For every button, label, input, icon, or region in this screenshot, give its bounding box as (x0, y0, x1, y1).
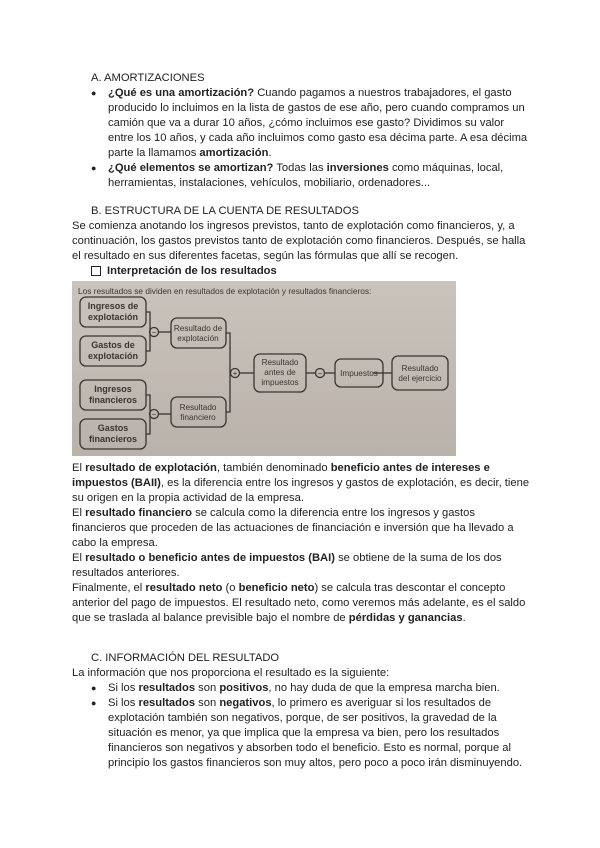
section-b-para-3-line-2: financieros que proceden de las actuaciones de financiación e inversión que ha llevado a (72, 522, 514, 534)
section-a-heading: A. AMORTIZACIONES (91, 72, 205, 84)
bullet: ● (91, 163, 97, 173)
label-bai-3: impuestos (261, 378, 299, 387)
section-a-bullet-1-line-5: parte la llamamos amortización. (108, 147, 272, 159)
section-a-bullet-1-line-2: producido lo incluimos en la lista de gastos de ese año, pero cuando compramos un (108, 102, 525, 114)
label-resultado-ejercicio-1: Resultado (401, 364, 439, 373)
label-resultado-ejercicio-2: del ejercicio (398, 374, 442, 383)
plus-sign: + (232, 369, 238, 378)
label-bai-1: Resultado (261, 358, 299, 367)
minus-sign: − (151, 328, 157, 337)
section-c-bullet-2-line-3: situación es menor, ya que implica que la empresa va bien, pero los resultados (108, 727, 500, 739)
section-c-bullet-1: Si los resultados son positivos, no hay duda de que la empresa marcha bien. (108, 682, 500, 694)
section-a-bullet-1-line-4: entre los 10 años, y cada año incluimos como gasto esa décima parte. A esa décima (108, 132, 528, 144)
label-gastos-financieros-1: Gastos (97, 423, 129, 433)
section-b-para-2-line-3: su origen en la propia actividad de la empresa. (72, 492, 304, 504)
bullet: ● (91, 698, 97, 708)
section-c-bullet-2-line-4: financieros son negativos y absorben todo el beneficio. Esto es normal, porque al (108, 742, 511, 754)
section-c-intro: La información que nos proporciona el resultado es la siguiente: (72, 667, 390, 679)
section-c-bullet-2-line-5: principio los gastos financieros son muy altos, pero poco a poco irán disminuyendo. (108, 757, 523, 769)
section-b-para-4-line-1: El resultado o beneficio antes de impuestos (BAI) se obtiene de la suma de los dos (72, 552, 502, 564)
bullet: ● (91, 683, 97, 693)
box-resultado-financiero (171, 397, 226, 427)
diagram-caption: Los resultados se dividen en resultados de explotación y resultados financieros: (78, 286, 372, 296)
section-c-heading: C. INFORMACIÓN DEL RESULTADO (91, 652, 280, 664)
label-ingresos-explotacion-2: explotación (87, 312, 139, 322)
label-resultado-financiero-1: Resultado (179, 403, 217, 412)
section-a-bullet-2-line-2: herramientas, instalaciones, vehículos, mobiliario, ordenadores... (108, 177, 431, 189)
section-b-para-1-line-1: Se comienza anotando los ingresos previstos, tanto de explotación como financieros, y, a (72, 220, 515, 232)
section-a-bullet-1-line-3: camión que va a durar 10 años, ¿cómo incluimos ese gasto? Dividimos su valor (108, 117, 505, 129)
section-c-bullet-2-line-2: explotación también son negativos, porque, de ser positivos, la gravedad de la (108, 712, 497, 724)
label-gastos-explotacion-1: Gastos de (91, 340, 135, 350)
label-bai-2: antes de (264, 368, 296, 377)
results-diagram-photo (72, 281, 456, 456)
section-b-para-3-line-1: El resultado financiero se calcula como la diferencia entre los ingresos y gastos (72, 507, 475, 519)
section-b-para-5-line-2: anterior del pago de impuestos. El resultado neto, como veremos más adelante, es el saldo (72, 597, 526, 609)
label-resultado-financiero-2: financiero (180, 413, 216, 422)
minus-sign: − (317, 369, 323, 378)
label-gastos-financieros-2: financieros (88, 434, 138, 444)
section-b-para-1-line-2: continuación, los gastos previstos tanto de explotación como financieros. Después, se halla (72, 235, 526, 247)
label-impuestos: Impuestos (340, 369, 378, 378)
section-a-bullet-1-line-1: ¿Qué es una amortización? Cuando pagamos a nuestros trabajadores, el gasto (108, 87, 512, 99)
section-b-para-2-line-2: impuestos (BAII), es la diferencia entre los ingresos y gastos de explotación, es decir, tiene (72, 477, 530, 489)
bullet: ● (91, 88, 97, 98)
minus-sign: − (151, 410, 157, 419)
section-b-para-2-line-1: El resultado de explotación, también denominado beneficio antes de intereses e (72, 462, 490, 474)
section-a-bullet-2-line-1: ¿Qué elementos se amortizan? Todas las inversiones como máquinas, local, (108, 162, 504, 174)
label-resultado-explotacion-1: Resultado de (173, 324, 223, 333)
section-b-para-3-line-3: cabo la empresa. (72, 537, 158, 549)
box-resultado-ejercicio (392, 356, 448, 390)
section-b-para-5-line-1: Finalmente, el resultado neto (o beneficio neto) se calcula tras descontar el concepto (72, 582, 506, 594)
section-b-para-1-line-3: el resultado en sus diferentes facetas, según las fórmulas que allí se recogen. (72, 250, 459, 262)
label-gastos-explotacion-2: explotación (87, 351, 139, 361)
checkbox-icon[interactable] (91, 266, 101, 276)
checkbox-label: Interpretación de los resultados (107, 265, 277, 277)
label-ingresos-financieros-1: Ingresos (94, 384, 132, 394)
section-b-para-4-line-2: resultados anteriores. (72, 567, 180, 579)
section-c-bullet-2-line-1: Si los resultados son negativos, lo primero es averiguar si los resultados de (108, 697, 492, 709)
label-resultado-explotacion-2: explotación (177, 334, 219, 343)
label-ingresos-financieros-2: financieros (88, 395, 138, 405)
label-ingresos-explotacion-1: Ingresos de (87, 301, 139, 311)
section-b-para-5-line-3: que se traslada al balance previsible bajo el nombre de pérdidas y ganancias. (72, 612, 466, 624)
box-resultado-explotacion (171, 318, 226, 348)
section-b-heading: B. ESTRUCTURA DE LA CUENTA DE RESULTADOS (91, 205, 359, 217)
